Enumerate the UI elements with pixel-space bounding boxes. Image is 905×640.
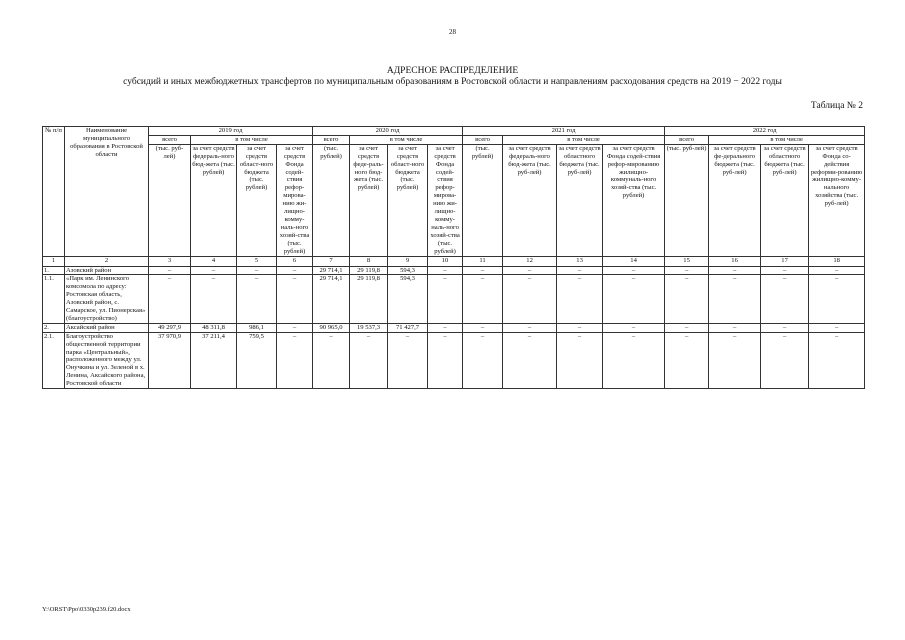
header-total-2019: всего	[149, 135, 191, 144]
header-col-6: за счет средств Фонда содей-ствия рефор-мирова-нию жи-лищно-комму-наль-ного хозяй-ства (тыс. рублей)	[277, 144, 313, 256]
amount-cell: –	[277, 332, 313, 388]
header-incl-2022: в том числе	[709, 135, 865, 144]
amount-cell: –	[557, 323, 603, 332]
amount-cell: –	[557, 266, 603, 275]
amount-cell: –	[191, 266, 237, 275]
amount-cell: 90 965,0	[313, 323, 350, 332]
header-2020: 2020 год	[313, 127, 463, 136]
amount-cell: –	[428, 323, 463, 332]
header-col-14: за счет средств Фонда содей-ствия рефор-мированию жилищно-коммуналь-ного хозяй-ства (тыс. рублей)	[603, 144, 665, 256]
amount-cell: –	[388, 332, 428, 388]
amount-cell: 986,1	[237, 323, 277, 332]
amount-cell: –	[761, 266, 809, 275]
amount-cell: 594,3	[388, 275, 428, 323]
column-number: 16	[709, 256, 761, 266]
header-col-13: за счет средств областного бюджета (тыс. руб-лей)	[557, 144, 603, 256]
header-total-2020: всего	[313, 135, 350, 144]
amount-cell: 759,5	[237, 332, 277, 388]
row-number: 1.	[43, 266, 65, 275]
amount-cell: –	[809, 275, 865, 323]
header-name: Наименование муниципального образования в Ростовской области	[65, 127, 149, 257]
amount-cell: –	[313, 332, 350, 388]
amount-cell: –	[809, 332, 865, 388]
amount-cell: –	[761, 323, 809, 332]
row-number: 2.1.	[43, 332, 65, 388]
column-number: 6	[277, 256, 313, 266]
distribution-table	[42, 126, 865, 389]
amount-cell: –	[557, 332, 603, 388]
amount-cell: –	[237, 266, 277, 275]
column-number: 11	[463, 256, 503, 266]
header-col-18: за счет средств Фонда со-действия реформи-рованию жилищно-комму-нального хозяйства (тыс. руб-лей)	[809, 144, 865, 256]
amount-cell: –	[709, 266, 761, 275]
header-col-10: за счет средств Фонда содей-ствия рефор-мирова-нию жи-лищно-комму-наль-ного хозяй-ства (тыс. рублей)	[428, 144, 463, 256]
amount-cell: –	[463, 323, 503, 332]
column-number-row	[43, 256, 865, 266]
column-number: 10	[428, 256, 463, 266]
amount-cell: 19 537,3	[350, 323, 388, 332]
column-number: 2	[65, 256, 149, 266]
header-col-5: за счет средств област-ного бюджета (тыс. рублей)	[237, 144, 277, 256]
amount-cell: –	[503, 332, 557, 388]
column-number: 8	[350, 256, 388, 266]
amount-cell: –	[503, 275, 557, 323]
header-2022: 2022 год	[665, 127, 865, 136]
amount-cell: –	[665, 332, 709, 388]
header-col-3: (тыс. руб-лей)	[149, 144, 191, 256]
amount-cell: –	[463, 266, 503, 275]
column-number: 5	[237, 256, 277, 266]
table-body	[43, 266, 865, 389]
row-number: 1.1.	[43, 275, 65, 323]
amount-cell: –	[277, 266, 313, 275]
municipality-name: Азовский район	[65, 266, 149, 275]
header-col-8: за счет средств феде-раль-ного бюд-жета (тыс. рублей)	[350, 144, 388, 256]
amount-cell: –	[809, 266, 865, 275]
amount-cell: –	[149, 275, 191, 323]
amount-cell: –	[665, 266, 709, 275]
column-number: 13	[557, 256, 603, 266]
amount-cell: –	[237, 275, 277, 323]
header-incl-2020: в том числе	[350, 135, 463, 144]
amount-cell: –	[428, 332, 463, 388]
header-incl-2019: в том числе	[191, 135, 313, 144]
table-row	[43, 266, 865, 275]
column-number: 15	[665, 256, 709, 266]
amount-cell: 49 297,9	[149, 323, 191, 332]
amount-cell: –	[463, 332, 503, 388]
amount-cell: –	[428, 275, 463, 323]
municipality-name: «Парк им. Ленинского комсомола по адресу: Ростовская область, Азовский район, с. Самарское, ул. Пионерская» (благоустройство)	[65, 275, 149, 323]
amount-cell: –	[603, 266, 665, 275]
amount-cell: 48 311,8	[191, 323, 237, 332]
header-col-16: за счет средств фе-дерального бюджета (тыс. руб-лей)	[709, 144, 761, 256]
amount-cell: 37 211,4	[191, 332, 237, 388]
table-row	[43, 275, 865, 323]
header-2021: 2021 год	[463, 127, 665, 136]
column-number: 3	[149, 256, 191, 266]
amount-cell: –	[665, 275, 709, 323]
amount-cell: –	[350, 332, 388, 388]
amount-cell: –	[557, 275, 603, 323]
amount-cell: –	[277, 323, 313, 332]
amount-cell: –	[709, 332, 761, 388]
amount-cell: –	[761, 332, 809, 388]
column-number: 14	[603, 256, 665, 266]
column-number: 18	[809, 256, 865, 266]
amount-cell: 29 714,1	[313, 266, 350, 275]
amount-cell: –	[463, 275, 503, 323]
header-incl-2021: в том числе	[503, 135, 665, 144]
header-col-17: за счет средств областного бюджета (тыс. руб-лей)	[761, 144, 809, 256]
amount-cell: –	[603, 275, 665, 323]
header-2019: 2019 год	[149, 127, 313, 136]
amount-cell: –	[709, 275, 761, 323]
amount-cell: –	[428, 266, 463, 275]
amount-cell: 71 427,7	[388, 323, 428, 332]
header-col-9: за счет средств област-ного бюджета (тыс. рублей)	[388, 144, 428, 256]
amount-cell: –	[503, 266, 557, 275]
header-col-15: (тыс. руб-лей)	[665, 144, 709, 256]
amount-cell: –	[665, 323, 709, 332]
document-title: АДРЕСНОЕ РАСПРЕДЕЛЕНИЕ	[386, 66, 519, 76]
header-col-11: (тыс. рублей)	[463, 144, 503, 256]
row-number: 2.	[43, 323, 65, 332]
amount-cell: –	[761, 275, 809, 323]
municipality-name: Благоустройство общественной территории парка «Центральный», расположенного между ул. Онучкина и ул. Зеленой в х. Ленина, Аксайского района, Ростовской области	[65, 332, 149, 388]
amount-cell: –	[603, 323, 665, 332]
amount-cell: 29 714,1	[313, 275, 350, 323]
column-number: 12	[503, 256, 557, 266]
header-col-12: за счет средств федераль-ного бюд-жета (тыс. руб-лей)	[503, 144, 557, 256]
amount-cell: –	[191, 275, 237, 323]
amount-cell: –	[503, 323, 557, 332]
amount-cell: –	[603, 332, 665, 388]
header-total-2022: всего	[665, 135, 709, 144]
amount-cell: 29 119,8	[350, 275, 388, 323]
amount-cell: –	[709, 323, 761, 332]
table-row	[43, 323, 865, 332]
amount-cell: 29 119,8	[350, 266, 388, 275]
page-number: 28	[449, 28, 456, 36]
amount-cell: 37 970,9	[149, 332, 191, 388]
column-number: 7	[313, 256, 350, 266]
file-path-footer: Y:\ORST\Ppo\0330p239.f20.docx	[42, 606, 131, 613]
column-number: 4	[191, 256, 237, 266]
amount-cell: –	[149, 266, 191, 275]
document-subtitle: субсидий и иных межбюджетных трансфертов по муниципальным образованиям в Ростовской области и направлениям расходования средств на 2019 − 2022 годы	[123, 77, 782, 87]
header-col-4: за счет средств федераль-ного бюд-жета (тыс. рублей)	[191, 144, 237, 256]
column-number: 1	[43, 256, 65, 266]
column-number: 9	[388, 256, 428, 266]
municipality-name: Аксайский район	[65, 323, 149, 332]
header-num: № п/п	[43, 127, 65, 257]
table-row	[43, 332, 865, 388]
amount-cell: –	[277, 275, 313, 323]
table-label: Таблица № 2	[810, 101, 863, 111]
header-total-2021: всего	[463, 135, 503, 144]
amount-cell: –	[809, 323, 865, 332]
amount-cell: 594,3	[388, 266, 428, 275]
column-number: 17	[761, 256, 809, 266]
header-col-7: (тыс. рублей)	[313, 144, 350, 256]
